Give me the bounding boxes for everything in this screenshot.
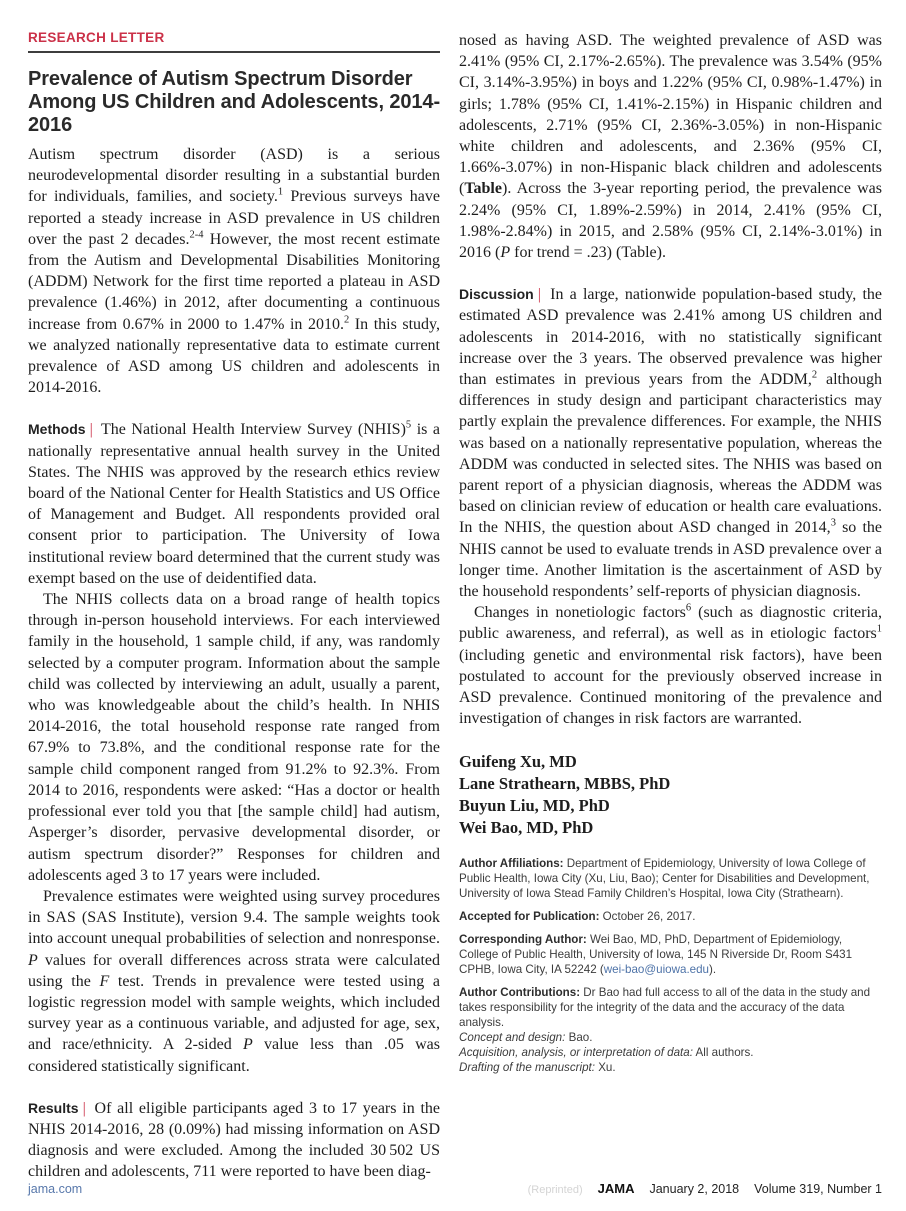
accepted-for-publication: Accepted for Publication: October 26, 2017. — [459, 909, 696, 923]
author-affiliations: Author Affiliations: Department of Epidemiology, University of Iowa College of Public Health, Iowa City (Xu, Liu, Bao); Center for Disabilities and Development, University of Iowa Stead Family Children’s Hospital, Iowa City (Strathearn). — [459, 856, 870, 900]
section-label: Corresponding Author: — [459, 932, 587, 946]
methods-paragraph-1: Methods | The National Health Interview Survey (NHIS)$^5$ is a nationally representative annual health survey in the United States. The NHIS was approved by the research ethics review board of the National Center for Health Statistics and US Office of Management and Budget. All respondents provided oral consent prior to participation. The University of Iowa institutional review board determined that the current study was exempt based on the use of deidentified data. — [28, 420, 440, 587]
methods-paragraph-3: Prevalence estimates were weighted using survey procedures in SAS (SAS Institute), version 9.4. The sample weights took into account unequal probabilities of selection and nonresponse. P values for overall differences across strata were calculated using the F test. Trends in prevalence were tested using a logistic regression model with sample weights, which included survey year as a continuous variable, and adjusted for age, sex, and race/ethnicity. A 2-sided P value less than .05 was considered statistically significant. — [28, 887, 441, 1075]
author-line: Buyun Liu, MD, PhD — [459, 795, 610, 815]
title-line-2: Among US Children and Adolescents, 2014-2016 — [28, 91, 441, 136]
volume-number: Volume 319, Number 1 — [754, 1182, 882, 1196]
author-line: Lane Strathearn, MBBS, PhD — [459, 773, 671, 793]
reprinted-label: (Reprinted) — [527, 1184, 583, 1196]
results-paragraph-right: nosed as having ASD. The weighted prevalence of ASD was 2.41% (95% CI, 2.17%-2.65%). The prevalence was 3.54% (95% CI, 3.14%-3.95%) in boys and 1.22% (95% CI, 0.98%-1.47%) in girls; 1.78% (95% CI, 1.41%-2.15%) in Hispanic children and adolescents, 2.71% (95% CI, 2.36%-3.05%) in non-Hispanic white children and adolescents, and 2.36% (95% CI, 1.66%-3.07%) in non-Hispanic black children and adolescents (Table). Across the 3-year reporting period, the prevalence was 2.24% (95% CI, 1.89%-2.59%) in 2014, 2.41% (95% CI, 1.98%-2.84%) in 2015, and 2.58% (95% CI, 2.14%-3.01%) in 2016 (P for trend = .23) (Table). — [459, 32, 882, 262]
intro-paragraph: Autism spectrum disorder (ASD) is a serious neurodevelopmental disorder resulting in a substantial burden for individuals, families, and society.$^1$ Previous surveys have reported a steady increase in ASD prevalence in US children over the past 2 decades.$^{2-4}$ However, the most recent estimate from the Autism and Developmental Disabilities Monitoring (ADDM) Network for the first time reported a plateau in ASD prevalence (1.46%) in 2012, after documenting a continuous increase from 0.67% in 2000 to 1.47% in 2010.$^2$ In this study, we analyzed nationally representative data to estimate current prevalence of ASD among US children and adolescents in 2014-2016. — [28, 146, 441, 397]
section-label: Author Contributions: — [459, 985, 581, 999]
section-label: Discussion — [459, 286, 534, 303]
email-link[interactable]: wei-bao@uiowa.edu — [603, 962, 710, 976]
issue-date: January 2, 2018 — [649, 1182, 740, 1196]
kicker: RESEARCH LETTER — [28, 30, 165, 45]
jama-com-link[interactable]: jama.com — [28, 1182, 83, 1196]
section-label: Methods — [28, 421, 86, 438]
left-column — [28, 30, 440, 1183]
title-line-1: Prevalence of Autism Spectrum Disorder — [28, 68, 413, 90]
journal-name: JAMA — [597, 1181, 635, 1196]
discussion-paragraph-2: Changes in nonetiologic factors$^6$ (such as diagnostic criteria, public awareness, and referral), as well as in etiologic factors$^1$ (including genetic and environmental risk factors), have been postulated to account for the previously observed increase in ASD prevalence. Continued monitoring of the prevalence and investigation of changes in risk factors are warranted. — [459, 602, 883, 728]
author-line: Guifeng Xu, MD — [459, 751, 577, 771]
left-column-body — [28, 144, 440, 1183]
section-divider: | — [82, 1099, 86, 1117]
results-paragraph-left: Results | Of all eligible participants aged 3 to 17 years in the NHIS 2014-2016, 28 (0.09%) had missing information on ASD diagnosis and were excluded. Among the included 30 502 US children and adolescents, 711 were reported to have been diag- — [28, 1099, 440, 1181]
section-label: Accepted for Publication: — [459, 909, 600, 923]
page-footer — [28, 1181, 882, 1196]
section-label: Author Affiliations: — [459, 856, 564, 870]
methods-paragraph-2: The NHIS collects data on a broad range of health topics through in-person household interviews. For each interviewed family in the household, 1 sample child, if any, was randomly selected by a computer program. Information about the sample child was collected by interviewing an adult, usually a parent, who was knowledgeable about the child’s health. In NHIS 2014-2016, the total household response rate ranged from 67.9% to 73.8%, and the conditional response rate for the sample child component ranged from 91.2% to 92.3%. From 2014 to 2016, respondents were asked: “Has a doctor or health professional ever told you that [the sample child] had autism, Asperger’s disorder, pervasive developmental disorder, or autism spectrum disorder?” Responses for children and adolescents aged 3 to 17 years were included. — [28, 591, 440, 884]
article-title — [28, 68, 440, 137]
section-divider: | — [89, 421, 93, 439]
author-contributions: Author Contributions: Dr Bao had full access to all of the data in the study and takes responsibility for the integrity of the data and the accuracy of the data analysis. Concept and design: Bao. Acquisition, analysis, or interpretation of data: All authors. Drafting of the manuscript: Xu. — [459, 985, 871, 1074]
author-line: Wei Bao, MD, PhD — [459, 817, 594, 837]
section-divider: | — [537, 286, 541, 304]
section-label: Results — [28, 1099, 79, 1116]
right-column — [459, 30, 882, 1183]
right-column-body — [459, 30, 882, 730]
kicker-rule — [28, 51, 440, 53]
discussion-paragraph-1: Discussion | In a large, nationwide population-based study, the estimated ASD prevalence was 2.41% among US children and adolescents in 2014-2016, with no statistically significant increase over the 3 years. The observed prevalence was higher than estimates in previous years from the ADDM,$^2$ although differences in study design and participant characteristics may partly explain the prevalence differences. For example, the NHIS was based on a nationally representative population, whereas the ADDM was conducted in selected sites. The NHIS was based on parent report of a physician diagnosis, whereas the ADDM was based on clinician review of education or health care evaluations. In the NHIS, the question about ASD changed in 2014,$^3$ so the NHIS cannot be used to evaluate trends in ASD prevalence over a longer time. Another limitation is the ascertainment of ASD by the household respondents’ self-reports of physician diagnosis. — [459, 286, 883, 601]
backmatter — [459, 856, 882, 1075]
author-signature-block — [459, 751, 882, 839]
corresponding-author: Corresponding Author: Wei Bao, MD, PhD, Department of Epidemiology, College of Public Health, University of Iowa, 145 N Riverside Dr, Room S431 CPHB, Iowa City, IA 52242 (wei-bao@uiowa.edu). — [459, 932, 853, 976]
footer-right — [528, 1181, 882, 1196]
